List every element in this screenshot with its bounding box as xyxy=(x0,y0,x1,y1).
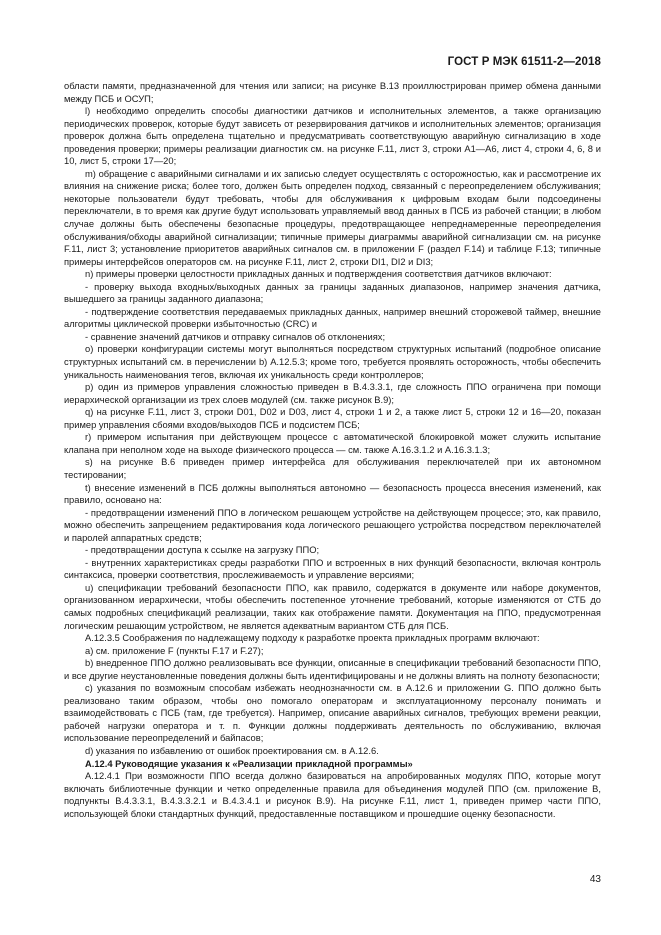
paragraph: c) указания по возможным способам избежать неоднозначности см. в А.12.6 и приложении G. ППО должно быть реализовано таким образом, чтобы оно помогало операторам и эксплуатационному персоналу понимать и взаимодействовать с ПСБ (там, где требуется). Например, описание аварийных сигналов, требующих времени реакции, рабочей нагрузки оператора и т. п. Функции должны поддерживать деятельность по обслуживанию, включая использование переопределений и байпасов; xyxy=(64,683,601,744)
paragraph: - подтверждение соответствия передаваемых прикладных данных, например внешний сторожевой таймер, внешние алгоритмы циклической проверки избыточностью (CRC) и xyxy=(64,306,601,330)
paragraph: а) см. приложение F (пункты F.17 и F.27); xyxy=(85,645,264,656)
paragraph: b) внедренное ППО должно реализовывать все функции, описанные в спецификации требований безопасности ППО, и все другие неустановленные поведения должны быть идентифицированы и не должны влиять на полноту безопасности; xyxy=(64,658,601,681)
page-number: 43 xyxy=(589,874,601,885)
paragraph: - проверку выхода входных/выходных данных за границы заданных диапазонов, например значения датчика, вышедшего за границы заданного диапазона; xyxy=(64,281,601,305)
paragraph: А.12.4.1 При возможности ППО всегда должно базироваться на апробированных модулях ППО, которые могут включать библиотечные функции и четко определенные правила для объединения модулей ППО (см. приложение В, подпункты В.4.3.3.1, В.4.3.3.2.1 и В.4.3.4.1 и рисунок В.9). На рисунке F.11, лист 1, приведен пример части ППО, использующей блоки стандартных функций, предоставленные поставщиком и прошедшие оценку безопасности. xyxy=(64,771,601,819)
paragraph: o) проверки конфигурации системы могут выполняться посредством структурных испытаний (подробное описание структурных испытаний см. в перечислении b) А.12.5.3; кроме того, требуется проявлять осторожность, чтобы обеспечить уникальность наименования тегов, включая их уникальность среди контроллеров; xyxy=(64,344,601,380)
paragraph: - предотвращении доступа к ссылке на загрузку ППО; xyxy=(85,545,320,556)
paragraph: - сравнение значений датчиков и отправку сигналов об отклонениях; xyxy=(85,331,386,342)
paragraph: p) один из примеров управления сложностью приведен в В.4.3.3.1, где сложность ППО ограничена при помощи иерархической организации из трех слоев модулей (см. также рисунок В.9); xyxy=(64,382,601,405)
paragraph: q) на рисунке F.11, лист 3, строки D01, D02 и D03, лист 4, строки 1 и 2, а также лист 5, строки 12 и 16—20, показан пример управления сбоями входов/выходов ПСБ и подсистем ПСБ; xyxy=(64,407,601,430)
subsection-heading: А.12.4 Руководящие указания к «Реализации прикладной программы» xyxy=(85,758,413,769)
paragraph: d) указания по избавлению от ошибок проектирования см. в А.12.6. xyxy=(85,745,379,756)
paragraph: t) внесение изменений в ПСБ должны выполняться автономно — безопасность процесса внесения изменений, как правило, основано на: xyxy=(64,482,601,506)
document-code: ГОСТ Р МЭК 61511-2—2018 xyxy=(447,56,601,68)
body-text xyxy=(64,80,601,820)
paragraph: m) обращение с аварийными сигналами и их записью следует осуществлять с осторожностью, как и рассмотрение их влияния на снижение риска; более того, должен быть определен подход, связанный с переопределением обслуживания; некоторые пользователи будут требовать, чтобы для обслуживания к цифровым входам были подсоединены переключатели, в то время как другие будут использовать управляемый ввод данных в ПСБ из рабочей станции; в любом случае должны быть обеспечены безопасные процедуры, предотвращающее непреднамеренные переопределения обслуживания/обходы аварийной сигнализации; типичные примеры диаграммы аварийной сигнализации см. на рисунке F.11, лист 3; установление приоритетов аварийных сигналов см. в приложении F (раздел F.14) и таблице F.13; типичные примеры интерфейсов операторов см. на рисунке F.11, лист 2, строки DI1, DI2 и DI3; xyxy=(64,168,601,267)
paragraph: u) спецификации требований безопасности ППО, как правило, содержатся в документе или наборе документов, организованном иерархически, чтобы обеспечить постепенное уточнение требований, которые изменяются от СТБ до самых подробных спецификаций реализации, таких как отображение памяти. Документация на ППО, предусмотренная логическим решающим устройством, не является адекватным вариантом СТБ для ПСБ. xyxy=(64,582,601,631)
paragraph: n) примеры проверки целостности прикладных данных и подтверждения соответствия датчиков включают: xyxy=(85,269,552,280)
paragraph: s) на рисунке В.6 приведен пример интерфейса для обслуживания переключателей при их автономном тестировании; xyxy=(64,457,601,480)
paragraph: А.12.3.5 Соображения по надлежащему подходу к разработке проекта прикладных программ включают: xyxy=(85,633,540,644)
paragraph: r) примером испытания при действующем процессе с автоматической блокировкой может служить испытание клапана при неполном ходе на выходе физического процесса — см. также А.16.3.1.2 и А.16.3.1.3; xyxy=(64,432,601,455)
paragraph: области памяти, предназначенной для чтения или записи; на рисунке В.13 проиллюстрирован пример обмена данными между ПСБ и ОСУП; xyxy=(64,81,601,104)
paragraph: - предотвращении изменений ППО в логическом решающем устройстве на действующем процессе; это, как правило, можно обеспечить запрещением редактирования кода логического решающего устройства посредством переключателей и паролей аппаратных средств; xyxy=(64,507,601,543)
paragraph: l) необходимо определить способы диагностики датчиков и исполнительных элементов, а также организацию периодических проверок, которые будут зависеть от резервирования датчиков и исполнительных элементов; организация проверок должна быть определена тщательно и предусматривать соответствующую аварийную сигнализацию в ходе проведения проверки; примеры реализации диагностик см. на рисунке F.11, лист 3, строки А1—А6, лист 4, строки 4, 6, 8 и 10, лист 5, строки 17—20; xyxy=(64,106,601,167)
paragraph: - внутренних характеристиках среды разработки ППО и встроенных в них функций безопасности, включая контроль синтаксиса, проверки соответствия, прослеживаемость и управление версиями; xyxy=(64,557,601,581)
